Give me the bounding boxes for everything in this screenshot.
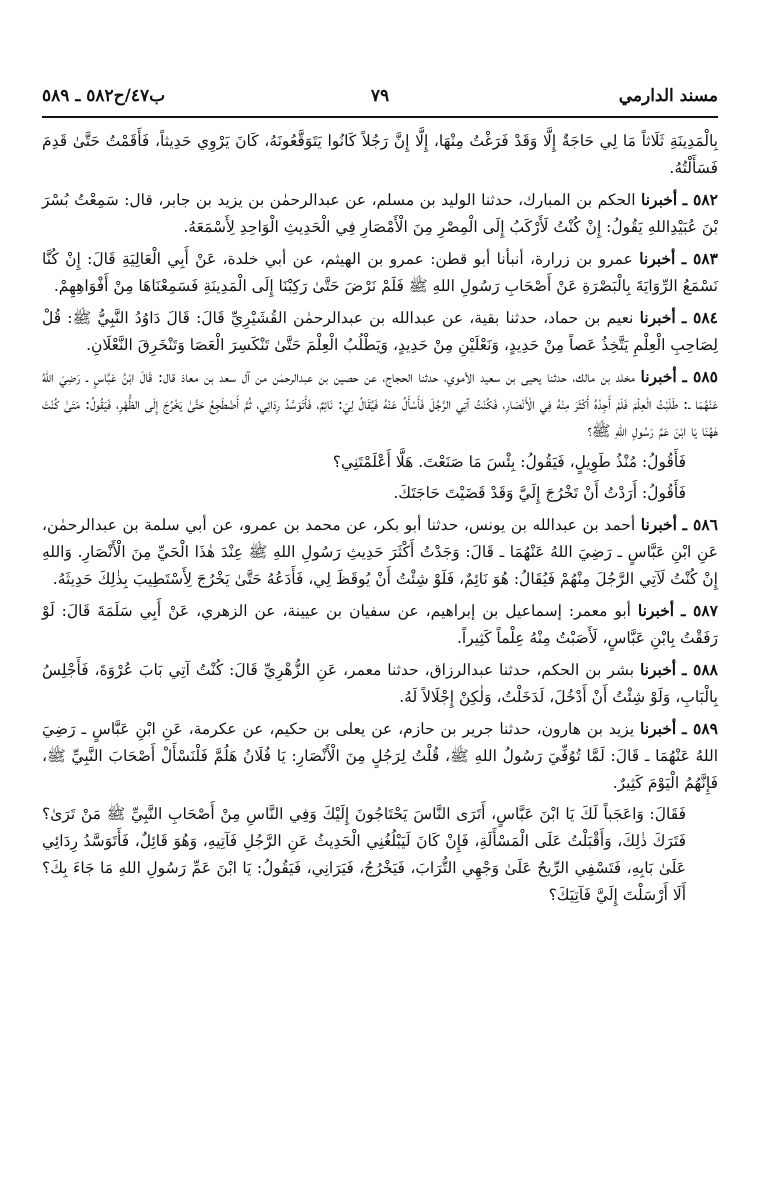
hadith-paragraph xyxy=(42,597,718,652)
hadith-text: أبو معمر: إسماعيل بن إبراهيم، عن سفيان بن عيينة، عن الزهري، عَنْ أَبِي سَلَمَةَ قَالَ: لَوْ رَفَقْتُ بِابْنِ عَبَّاسٍ، لَأَصَبْتُ مِنْهُ عِلْماً كَثِيراً. xyxy=(42,602,718,647)
hadith-text: يزيد بن هارون، حدثنا جرير بن حازم، عن يعلى بن حكيم، عن عكرمة، عَنِ ابْنِ عَبَّاسٍ ـ رَضِيَ اللهُ عَنْهُمَا ـ قَالَ: لَمَّا تُوُفِّيَ رَسُولُ اللهِ ﷺ، قُلْتُ لِرَجُلٍ مِنَ الْأَنْصَارِ: يَا فُلَانُ هَلُمَّ فَلْنَسْأَلْ أَصْحَابَ النَّبِيِّ ﷺ، فَإِنَّهُمُ الْيَوْمَ كَثِيرٌ. xyxy=(42,720,718,792)
hadith-text: فَأَقُولُ: مُنْذُ طَوِيلٍ، فَيَقُولُ: بِئْسَ مَا صَنَعْتَ. هَلَّا أَعْلَمْتَنِي؟ xyxy=(332,453,686,471)
hadith-text: فَقَالَ: وَاعَجَباً لَكَ يَا ابْنَ عَبَّاسٍ، أَتَرَى النَّاسَ يَحْتَاجُونَ إِلَيْكَ وَفِي النَّاسِ مِنْ أَصْحَابِ النَّبِيِّ ﷺ مَنْ تَرَىٰ؟ فَتَرَكَ ذٰلِكَ، وَأَقْبَلْتُ عَلَى الْمَسْأَلَةِ، فَإِنْ كَانَ لَيَبْلُغُنِي الْحَدِيثُ عَنِ الرَّجُلِ فَآتِيهِ، وَهُوَ قَائِلٌ، فَأَتَوَسَّدُ رِدَائِي عَلَىٰ بَابِهِ، فَتَسْفِي الرِّيحُ عَلَىٰ وَجْهِي التُّرَابَ، فَيَخْرُجُ، فَيَرَانِي، فَيَقُولُ: يَا ابْنَ عَمِّ رَسُولِ اللهِ مَا جَاءَ بِكَ؟ أَلَا أَرْسَلْتَ إِلَيَّ فَآتِيَكَ؟ xyxy=(42,805,686,904)
header-rule xyxy=(42,116,718,118)
page-header xyxy=(42,82,718,116)
hadith-text: مخلد بن مالك، حدثنا يحيى بن سعيد الأموي، حدثنا الحجاج، عن حصين بن عبدالرحمٰن من آل سعد بن معاذ قال: قَالَ ابْنُ عَبَّاسٍ ـ رَضِيَ اللهُ عَنْهُمَا ـ: طَلَبْتُ الْعِلْمَ فَلَمْ أَجِدْهُ أَكْثَرَ مِنْهُ فِي الْأَنْصَارِ، فَكُنْتُ آتِي الرَّجُلَ فَأَسْأَلُ عَنْهُ فَيُقَالُ لِيَ: نَائِمٌ، فَأَتَوَسَّدُ رِدَائِي، ثُمَّ أَضْطَجِعُ حَتَّىٰ يَخْرُجَ إِلَى الظُّهْرِ، فَيَقُولُ: مَتَىٰ كُنْتَ هٰهُنَا يَا ابْنَ عَمِّ رَسُولِ اللهِ ﷺ؟ xyxy=(42,368,718,440)
hadith-number: ٥٨٤ ـ xyxy=(681,308,718,327)
hadith-text: نعيم بن حماد، حدثنا بقية، عن عبدالله بن عبدالرحمٰن القُشَيْرِيِّ قَالَ: قَالَ دَاوُدُ النَّبِيُّ ﷺ: قُلْ لِصَاحِبِ الْعِلْمِ يَتَّخِذُ عَصاً مِنْ حَدِيدٍ، وَنَعْلَيْنِ مِنْ حَدِيدٍ، وَيَطْلُبُ الْعِلْمَ حَتَّىٰ تَنْكَسِرَ الْعَصَا وَتَنْخَرِقَ النَّعْلَانِ. xyxy=(42,309,718,354)
narration-lead: أخبرنا xyxy=(639,660,677,679)
hadith-paragraph xyxy=(42,656,718,711)
hadith-text: أحمد بن عبدالله بن يونس، حدثنا أبو بكر، عن محمد بن عمرو، عن أبي سلمة بن عبدالرحمٰن، عَنِ ابْنِ عَبَّاسٍ ـ رَضِيَ اللهُ عَنْهُمَا ـ قَالَ: وَجَدْتُ أَكْثَرَ حَدِيثِ رَسُولِ اللهِ ﷺ عِنْدَ هٰذَا الْحَيِّ مِنَ الْأَنْصَارِ. وَاللهِ إِنْ كُنْتُ لَآتِي الرَّجُلَ مِنْهُمْ فَيُقَالُ: هُوَ نَائِمٌ، فَلَوْ شِئْتُ أَنْ يُوقَظَ لِي، فَأَدَعُهُ حَتَّىٰ يَخْرُجَ لِأَسْتَطِيبَ بِذٰلِكَ حَدِيثَهُ. xyxy=(42,516,718,588)
hadith-number: ٥٨٦ ـ xyxy=(682,515,718,534)
hadith-paragraph xyxy=(42,480,718,507)
hadith-number: ٥٨٨ ـ xyxy=(682,660,718,679)
hadith-number: ٥٨٥ ـ xyxy=(682,367,718,386)
hadith-paragraph xyxy=(42,304,718,359)
hadith-text: فَأَقُولُ: أَرَدْتُ أَنْ تَخْرُجَ إِلَيَّ وَقَدْ قَضَيْتَ حَاجَتَكَ. xyxy=(393,484,686,502)
hadith-text: الحكم بن المبارك، حدثنا الوليد بن مسلم، عن عبدالرحمٰن بن يزيد بن جابر، قال: سَمِعْتُ بُسْرَ بْنَ عُبَيْدِاللهِ يَقُولُ: إِنْ كُنْتُ لَأَرْكَبُ إِلَى الْمِصْرِ مِنَ الْأَمْصَارِ فِي الْحَدِيثِ الْوَاحِدِ لِأَسْمَعَهُ. xyxy=(42,191,718,236)
hadith-paragraph xyxy=(42,449,718,476)
narration-lead: أخبرنا xyxy=(640,719,677,738)
narration-lead: أخبرنا xyxy=(640,367,677,386)
hadith-paragraph xyxy=(42,245,718,300)
text-body xyxy=(42,128,718,909)
hadith-paragraph xyxy=(42,715,718,797)
hadith-paragraph xyxy=(42,511,718,593)
hadith-number: ٥٨٣ ـ xyxy=(681,249,719,268)
narration-lead: أخبرنا xyxy=(637,601,675,620)
narration-lead: أخبرنا xyxy=(640,515,677,534)
hadith-number: ٥٨٧ ـ xyxy=(681,601,718,620)
book-title: مسند الدارمي xyxy=(618,86,718,106)
hadith-text: بِالْمَدِينَةِ ثَلَاثاً مَا لِي حَاجَةٌ إِلَّا وَقَدْ فَرَغْتُ مِنْهَا، إِلَّا إِنَّ رَجُلاً كَانُوا يَتَوَقَّعُونَهُ، كَانَ يَرْوِي حَدِيثاً، فَأَقَمْتُ حَتَّىٰ قَدِمَ فَسَأَلْتُهُ. xyxy=(42,132,718,177)
hadith-paragraph xyxy=(42,801,718,909)
hadith-number: ٥٨٢ ـ xyxy=(682,190,719,209)
narration-lead: أخبرنا xyxy=(640,190,678,209)
narration-lead: أخبرنا xyxy=(639,249,676,268)
chapter-reference: ب٤٧/ح٥٨٢ ـ ٥٨٩ xyxy=(42,86,166,106)
narration-lead: أخبرنا xyxy=(639,308,676,327)
hadith-text: بشر بن الحكم، حدثنا عبدالرزاق، حدثنا معمر، عَنِ الزُّهْرِيِّ قَالَ: كُنْتُ آتِي بَابَ عُرْوَةَ، فَأَجْلِسُ بِالْبَابِ، وَلَوْ شِئْتُ أَنْ أَدْخُلَ، لَدَخَلْتُ، وَلٰكِنْ إِجْلَالاً لَهُ. xyxy=(42,661,718,706)
hadith-paragraph xyxy=(42,363,718,445)
hadith-number: ٥٨٩ ـ xyxy=(682,719,718,738)
page-number: ٧٩ xyxy=(370,86,390,106)
document-page xyxy=(42,82,718,913)
hadith-paragraph xyxy=(42,186,718,241)
hadith-text: عمرو بن زرارة، أنبأنا أبو قطن: عمرو بن الهيثم، عن أبي خلدة، عَنْ أَبِي الْعَالِيَةِ قَالَ: إِنْ كُنَّا نَسْمَعُ الرِّوَايَةَ بِالْبَصْرَةِ عَنْ أَصْحَابِ رَسُولِ اللهِ ﷺ فَلَمْ نَرْضَ حَتَّىٰ رَكِبْنَا إِلَى الْمَدِينَةِ فَسَمِعْنَاهَا مِنْ أَفْوَاهِهِمْ. xyxy=(42,250,718,295)
hadith-paragraph xyxy=(42,128,718,182)
